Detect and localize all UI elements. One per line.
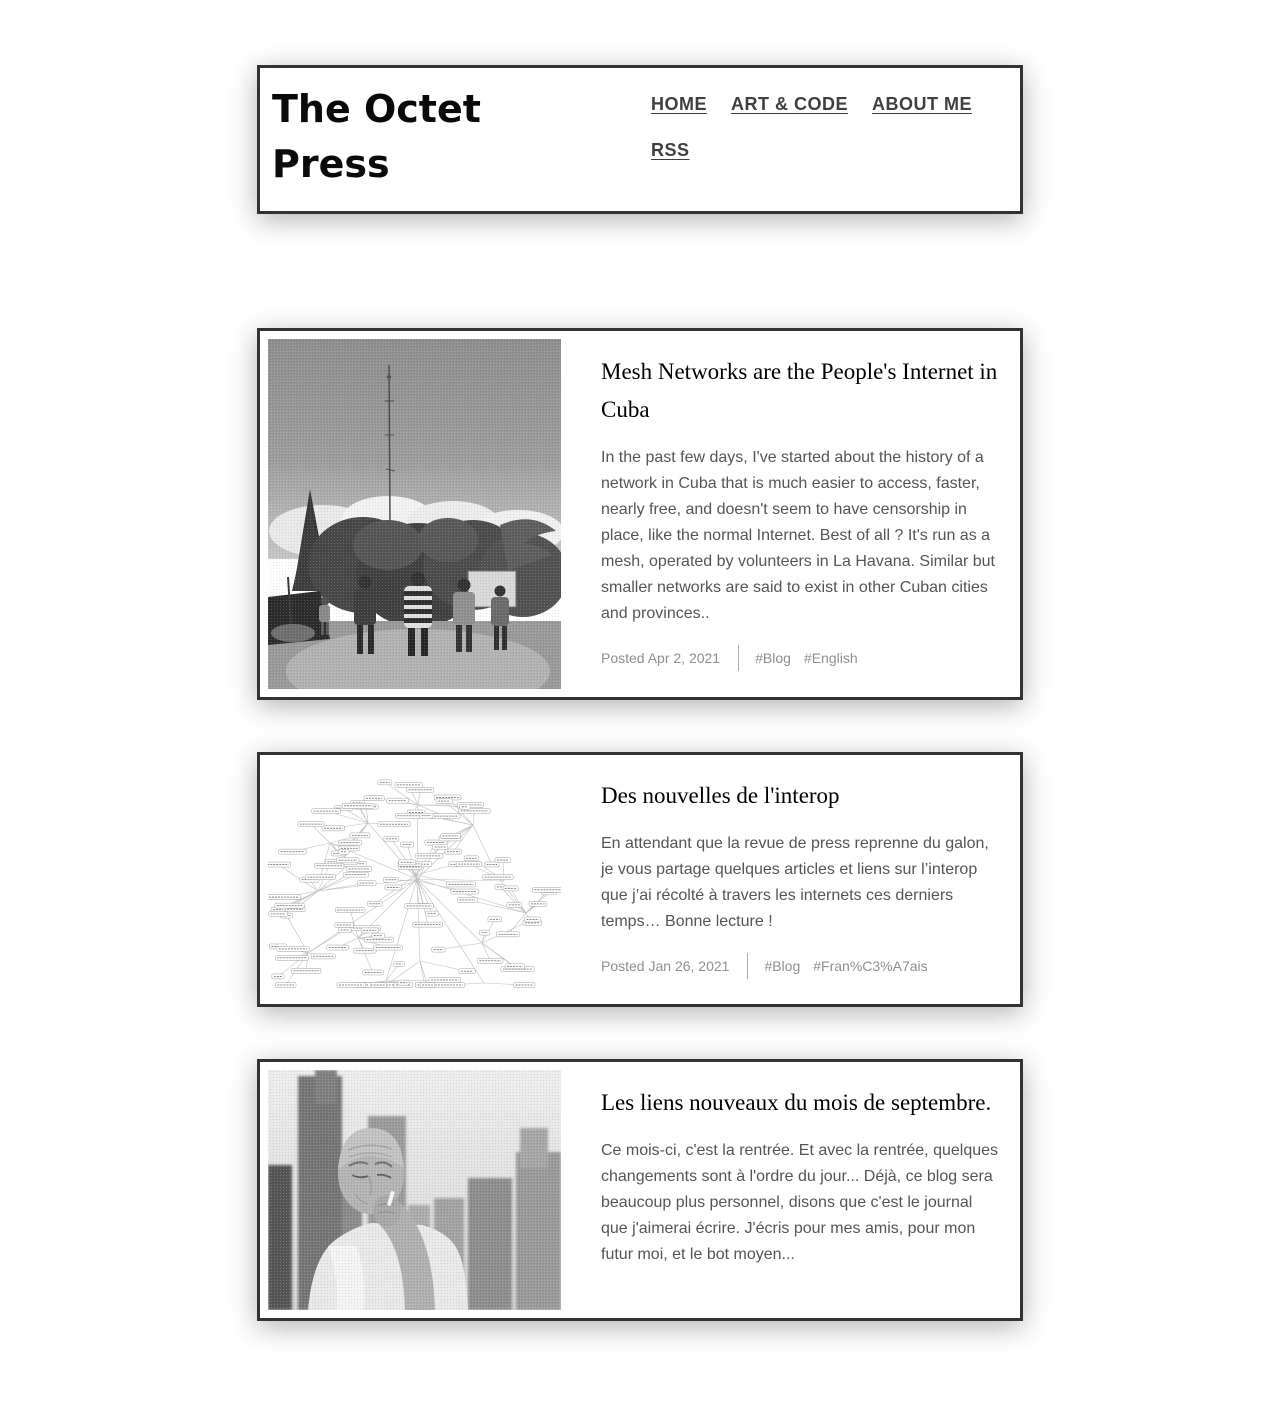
article-title[interactable]: Des nouvelles de l'interop: [601, 777, 1002, 815]
nav-link-art-and-code[interactable]: ART & CODE: [731, 94, 848, 115]
nav-link-rss[interactable]: RSS: [651, 140, 690, 161]
article-title[interactable]: Mesh Networks are the People's Internet in Cuba: [601, 353, 1002, 429]
article-excerpt: In the past few days, I've started about the history of a network in Cuba that is much easier to access, faster, nearly free, and doesn't seem to have censorship in place, like the normal Internet. Best of all ? It's run as a mesh, operated by volunteers in La Havana. Similar but smaller networks are said to exist in other Cuban cities and provinces..: [601, 445, 1002, 627]
nav-link-home[interactable]: HOME: [651, 94, 707, 115]
tag-blog[interactable]: #Blog: [764, 958, 800, 974]
article-meta: [601, 953, 1002, 979]
site-title[interactable]: The Octet Press: [272, 82, 592, 193]
tag-francais[interactable]: #Fran%C3%A7ais: [813, 958, 927, 974]
tag-english[interactable]: #English: [804, 650, 858, 666]
article-thumbnail-interop-graph[interactable]: [268, 763, 561, 996]
main-nav: [651, 82, 1008, 193]
article-card-interop: [257, 752, 1023, 1007]
article-title[interactable]: Les liens nouveaux du mois de septembre.: [601, 1084, 1002, 1122]
site-header: [257, 65, 1023, 214]
article-meta: [601, 645, 1002, 671]
dither-overlay: [268, 1070, 561, 1310]
interop-graph-illustration: [268, 763, 561, 996]
tag-blog[interactable]: #Blog: [755, 650, 791, 666]
dither-overlay: [268, 339, 561, 689]
article-thumbnail-man-city-photo[interactable]: [268, 1070, 561, 1310]
article-card-mesh-networks: [257, 328, 1023, 700]
posted-date: Posted Jan 26, 2021: [601, 958, 729, 974]
man-city-illustration: [268, 1070, 561, 1310]
article-content: [601, 339, 1012, 689]
article-list: [257, 328, 1023, 1321]
posted-date: Posted Apr 2, 2021: [601, 650, 720, 666]
article-excerpt: En attendant que la revue de press reprenne du galon, je vous partage quelques articles et liens sur l’interop que j’ai récolté à travers les internets ces derniers temps… Bonne lecture !: [601, 831, 1002, 935]
meta-divider: [747, 953, 748, 979]
nav-link-about-me[interactable]: ABOUT ME: [872, 94, 972, 115]
cuba-photo-illustration: [268, 339, 561, 689]
article-content: [601, 1070, 1012, 1310]
article-content: [601, 763, 1012, 996]
meta-divider: [738, 645, 739, 671]
page: [257, 0, 1023, 1413]
article-excerpt: Ce mois-ci, c'est la rentrée. Et avec la rentrée, quelques changements sont à l'ordre du jour... Déjà, ce blog sera beaucoup plus personnel, disons que c'est le journal que j'aimerai écrire. J'écris pour mes amis, pour mon futur moi, et le bot moyen...: [601, 1138, 1002, 1268]
article-card-liens-septembre: [257, 1059, 1023, 1321]
article-thumbnail-cuba-photo[interactable]: [268, 339, 561, 689]
